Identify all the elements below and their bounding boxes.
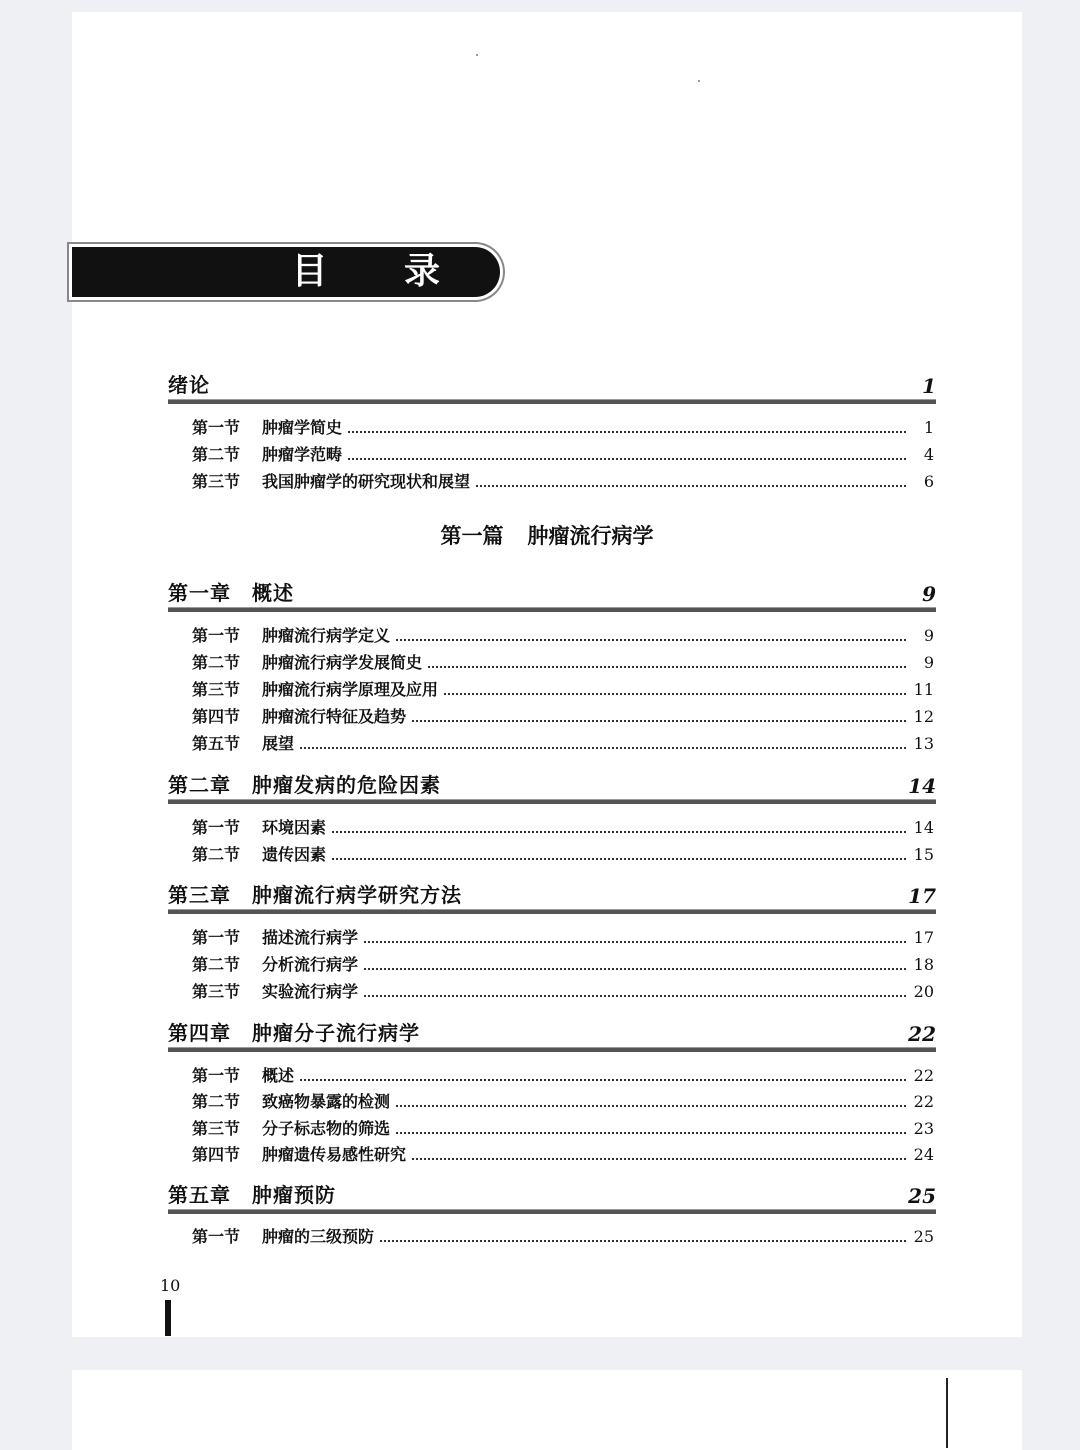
toc-section[interactable] [192, 651, 934, 673]
chapter-page: 9 [922, 582, 936, 606]
section-title: 遗传因素 [262, 845, 327, 864]
section-title: 实验流行病学 [262, 982, 359, 1001]
chapter-rule [168, 1047, 936, 1052]
dot-leader [364, 968, 906, 970]
dot-leader [476, 485, 906, 487]
chapter-title: 第一章 概述 [168, 581, 294, 605]
section-page: 11 [913, 680, 934, 699]
section-number: 第一节 [192, 1066, 241, 1085]
section-page: 15 [913, 845, 934, 864]
chapter-title: 第二章 肿瘤发病的危险因素 [168, 773, 441, 797]
chapter-page: 22 [908, 1022, 936, 1046]
chapter-title: 第三章 肿瘤流行病学研究方法 [168, 883, 462, 907]
chapter-heading[interactable] [168, 1184, 936, 1210]
dot-leader [348, 458, 906, 460]
section-title: 分子标志物的筛选 [262, 1119, 391, 1138]
toc-section[interactable] [192, 953, 934, 975]
toc-section[interactable] [192, 843, 934, 865]
chapter-page: 1 [922, 374, 936, 398]
toc-section[interactable] [192, 1064, 934, 1086]
dot-leader [364, 995, 906, 997]
section-page: 23 [913, 1119, 934, 1138]
chapter-rule [168, 909, 936, 914]
section-title: 环境因素 [262, 818, 327, 837]
section-title: 描述流行病学 [262, 928, 359, 947]
section-number: 第二节 [192, 1092, 241, 1111]
toc-section[interactable] [192, 1090, 934, 1112]
section-number: 第四节 [192, 707, 241, 726]
section-number: 第二节 [192, 445, 241, 464]
section-number: 第三节 [192, 982, 241, 1001]
section-number: 第三节 [192, 472, 241, 491]
section-page: 17 [913, 928, 934, 947]
section-page: 24 [913, 1145, 934, 1164]
dot-leader [412, 1158, 906, 1160]
section-page: 25 [913, 1227, 934, 1246]
chapter-heading[interactable] [168, 1022, 936, 1048]
section-number: 第二节 [192, 653, 241, 672]
section-page: 6 [923, 472, 934, 491]
section-page: 13 [913, 734, 934, 753]
scan-speck [476, 54, 478, 56]
chapter-rule [168, 399, 936, 404]
chapter-rule [168, 799, 936, 804]
title-banner [72, 247, 500, 297]
dot-leader [332, 831, 906, 833]
section-page: 22 [913, 1092, 934, 1111]
section-number: 第一节 [192, 1227, 241, 1246]
section-page: 9 [923, 653, 934, 672]
toc-section[interactable] [192, 416, 934, 438]
chapter-rule [168, 1209, 936, 1214]
section-number: 第三节 [192, 1119, 241, 1138]
page-number-bar [165, 1300, 171, 1336]
chapter-heading[interactable] [168, 884, 936, 910]
section-title: 概述 [262, 1066, 295, 1085]
toc-page [72, 12, 1022, 1337]
section-title: 肿瘤学简史 [262, 418, 343, 437]
section-number: 第一节 [192, 626, 241, 645]
section-title: 我国肿瘤学的研究现状和展望 [262, 472, 471, 491]
section-page: 9 [923, 626, 934, 645]
section-number: 第二节 [192, 845, 241, 864]
section-title: 肿瘤流行特征及趋势 [262, 707, 407, 726]
section-page: 12 [913, 707, 934, 726]
section-number: 第三节 [192, 680, 241, 699]
chapter-page: 14 [908, 774, 936, 798]
chapter-title: 第五章 肿瘤预防 [168, 1183, 336, 1207]
section-number: 第五节 [192, 734, 241, 753]
chapter-heading-intro[interactable] [168, 374, 936, 400]
dot-leader [332, 858, 906, 860]
chapter-page: 25 [908, 1184, 936, 1208]
section-number: 第二节 [192, 955, 241, 974]
toc-section[interactable] [192, 705, 934, 727]
dot-leader [396, 1105, 906, 1107]
dot-leader [396, 639, 906, 641]
section-title: 肿瘤的三级预防 [262, 1227, 375, 1246]
chapter-heading[interactable] [168, 582, 936, 608]
part-title: 肿瘤流行病学 [527, 524, 654, 548]
chapter-title: 绪论 [168, 373, 210, 397]
toc-section[interactable] [192, 732, 934, 754]
section-number: 第一节 [192, 818, 241, 837]
part-heading[interactable] [72, 520, 1022, 550]
section-title: 致癌物暴露的检测 [262, 1092, 391, 1111]
dot-leader [380, 1240, 906, 1242]
toc-section[interactable] [192, 678, 934, 700]
section-page: 4 [923, 445, 934, 464]
dot-leader [428, 666, 906, 668]
section-number: 第一节 [192, 928, 241, 947]
dot-leader [396, 1132, 906, 1134]
toc-section[interactable] [192, 624, 934, 646]
chapter-page: 17 [908, 884, 936, 908]
section-page: 14 [913, 818, 934, 837]
section-number: 第四节 [192, 1145, 241, 1164]
section-title: 肿瘤学范畴 [262, 445, 343, 464]
chapter-rule [168, 607, 936, 612]
section-title: 肿瘤遗传易感性研究 [262, 1145, 407, 1164]
section-page: 22 [913, 1066, 934, 1085]
dot-leader [412, 720, 906, 722]
section-title: 肿瘤流行病学定义 [262, 626, 391, 645]
toc-section[interactable] [192, 1225, 934, 1247]
toc-section[interactable] [192, 470, 934, 492]
section-title: 肿瘤流行病学发展简史 [262, 653, 423, 672]
dot-leader [444, 693, 906, 695]
section-title: 分析流行病学 [262, 955, 359, 974]
dot-leader [364, 941, 906, 943]
toc-section[interactable] [192, 980, 934, 1002]
chapter-title: 第四章 肿瘤分子流行病学 [168, 1021, 420, 1045]
dot-leader [300, 1079, 906, 1081]
next-page-edge-mark [946, 1378, 948, 1448]
toc-section[interactable] [192, 926, 934, 948]
toc-section[interactable] [192, 443, 934, 465]
toc-section[interactable] [192, 816, 934, 838]
dot-leader [300, 747, 906, 749]
section-page: 18 [913, 955, 934, 974]
toc-section[interactable] [192, 1117, 934, 1139]
scan-speck [698, 80, 700, 82]
chapter-heading[interactable] [168, 774, 936, 800]
toc-section[interactable] [192, 1143, 934, 1165]
dot-leader [348, 431, 906, 433]
page-number: 10 [160, 1276, 181, 1295]
section-page: 1 [923, 418, 934, 437]
section-page: 20 [913, 982, 934, 1001]
section-title: 展望 [262, 734, 295, 753]
next-page-preview [72, 1370, 1022, 1450]
section-title: 肿瘤流行病学原理及应用 [262, 680, 439, 699]
section-number: 第一节 [192, 418, 241, 437]
page-title: 目 录 [291, 251, 472, 292]
part-number: 第一篇 [440, 524, 504, 548]
